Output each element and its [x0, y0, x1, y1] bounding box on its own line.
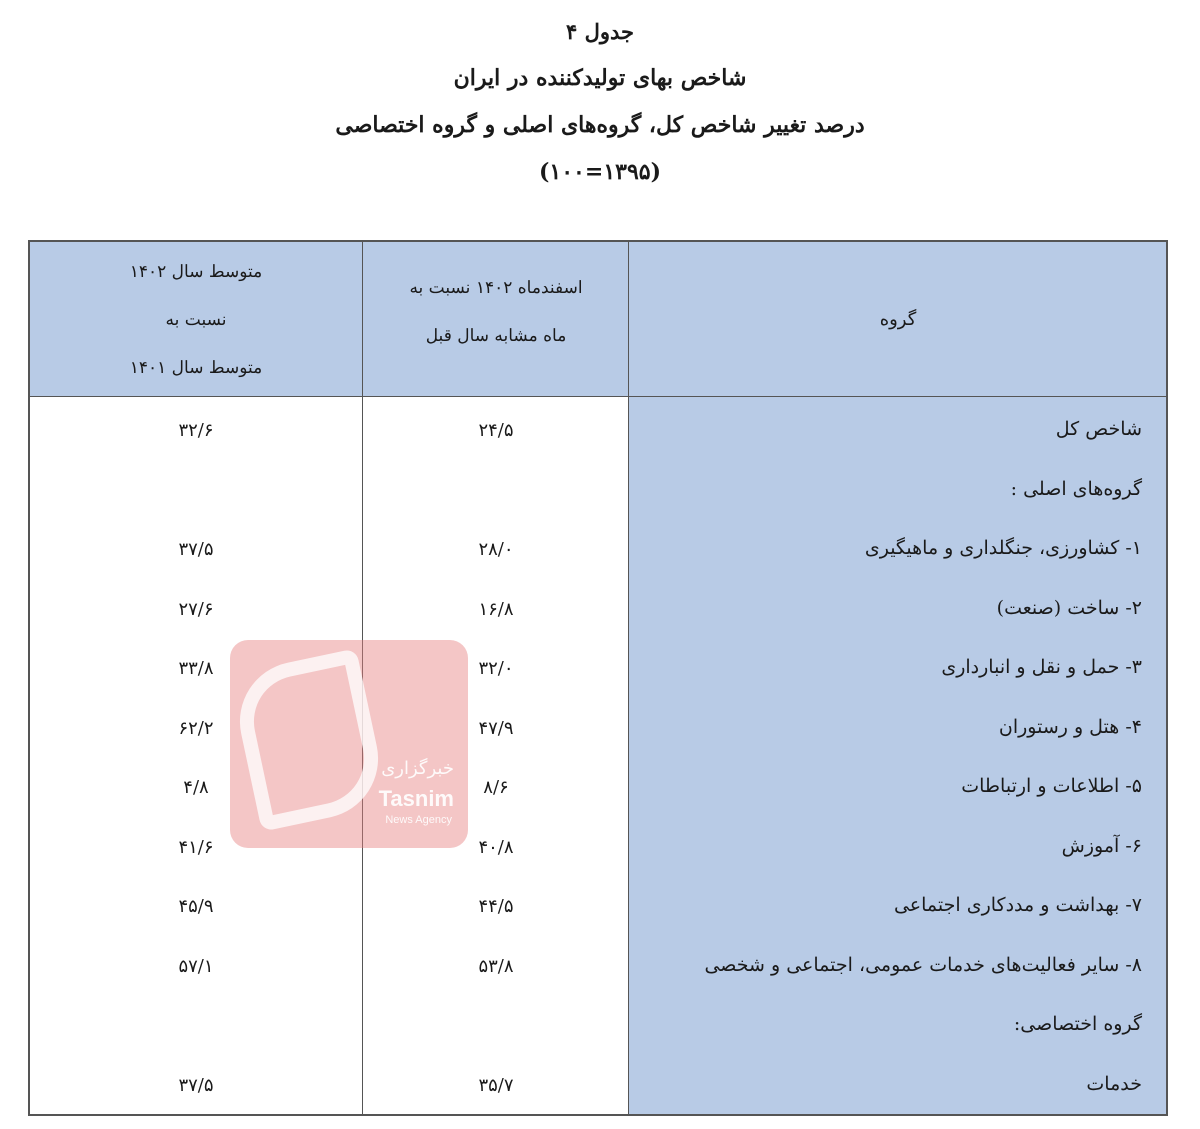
row-annual-change: ۴۵/۹ — [178, 896, 214, 917]
row-monthly-change: ۲۴/۵ — [478, 420, 514, 441]
row-group: ۷- بهداشت و مددکاری اجتماعی — [893, 894, 1142, 916]
row-group: ۸- سایر فعالیت‌های خدمات عمومی، اجتماعی و شخصی — [704, 953, 1142, 976]
table-row — [30, 464, 1166, 524]
table-row — [30, 880, 1166, 940]
tasnim-watermark — [230, 640, 468, 848]
header-monthly — [364, 242, 628, 397]
row-monthly-change: ۱۶/۸ — [478, 598, 514, 620]
row-group: ۱- کشاورزی، جنگلداری و ماهیگیری — [864, 537, 1142, 559]
table-row — [30, 523, 1166, 583]
ppi-table — [28, 240, 1168, 1116]
row-monthly-change: ۳۲/۰ — [478, 658, 514, 679]
table-number: جدول ۴ — [566, 19, 634, 44]
row-annual-change: ۳۷/۵ — [178, 1074, 214, 1096]
row-annual-change: ۵۷/۱ — [178, 955, 214, 977]
row-group: شاخص کل — [1055, 418, 1142, 440]
row-annual-change: ۲۷/۶ — [178, 598, 214, 620]
header-annual-line1: متوسط سال ۱۴۰۲ — [129, 261, 263, 282]
row-annual-change: ۳۲/۶ — [178, 420, 214, 441]
header-group-label: گروه — [879, 308, 917, 330]
row-monthly-change: ۲۸/۰ — [478, 539, 514, 560]
document-title: شاخص بهای تولیدکننده در ایران — [453, 65, 747, 91]
table-row — [30, 1059, 1166, 1119]
row-monthly-change: ۳۵/۷ — [478, 1074, 514, 1096]
watermark-text-sub: News Agency — [385, 814, 452, 826]
row-group: گروه اختصاصی: — [1013, 1013, 1142, 1035]
table-row — [30, 404, 1166, 464]
row-group: ۴- هتل و رستوران — [998, 715, 1142, 738]
row-annual-change: ۴/۸ — [183, 777, 209, 798]
row-annual-change: ۳۳/۸ — [178, 658, 214, 679]
header-annual — [30, 242, 362, 397]
row-group: گروه‌های اصلی : — [1010, 477, 1142, 500]
table-row — [30, 702, 1166, 762]
row-monthly-change: ۴۰/۸ — [478, 836, 514, 858]
base-year: (۱۳۹۵=۱۰۰) — [539, 159, 661, 185]
row-monthly-change: ۵۳/۸ — [478, 955, 514, 977]
header-monthly-line1: اسفندماه ۱۴۰۲ نسبت به — [409, 277, 583, 298]
watermark-text-fa: خبرگزاری — [381, 758, 454, 779]
row-monthly-change: ۴۴/۵ — [478, 896, 514, 917]
row-group: ۶- آموزش — [1061, 834, 1142, 857]
row-group: ۳- حمل و نقل و انبارداری — [941, 656, 1142, 678]
row-annual-change: ۶۲/۲ — [178, 717, 214, 739]
table-row — [30, 999, 1166, 1059]
row-monthly-change: ۴۷/۹ — [478, 717, 514, 739]
row-group: ۲- ساخت (صنعت) — [996, 596, 1142, 619]
header-annual-line3: متوسط سال ۱۴۰۱ — [129, 357, 263, 378]
header-annual-line2: نسبت به — [165, 309, 227, 330]
watermark-text-en: Tasnim — [378, 786, 454, 811]
row-group: خدمات — [1086, 1072, 1142, 1095]
header-monthly-line2: ماه مشابه سال قبل — [425, 325, 567, 346]
table-row — [30, 583, 1166, 643]
header-group — [630, 242, 1166, 397]
tasnim-logo-icon — [230, 648, 389, 832]
row-group: ۵- اطلاعات و ارتباطات — [961, 775, 1142, 797]
table-row — [30, 642, 1166, 702]
table-row — [30, 940, 1166, 1000]
table-row — [30, 761, 1166, 821]
table-row — [30, 821, 1166, 881]
row-annual-change: ۳۷/۵ — [178, 539, 214, 560]
document-titles — [0, 8, 1200, 196]
row-annual-change: ۴۱/۶ — [178, 836, 214, 858]
row-monthly-change: ۸/۶ — [483, 777, 509, 798]
document-subtitle: درصد تغییر شاخص کل، گروه‌های اصلی و گروه اختصاصی — [335, 112, 865, 138]
